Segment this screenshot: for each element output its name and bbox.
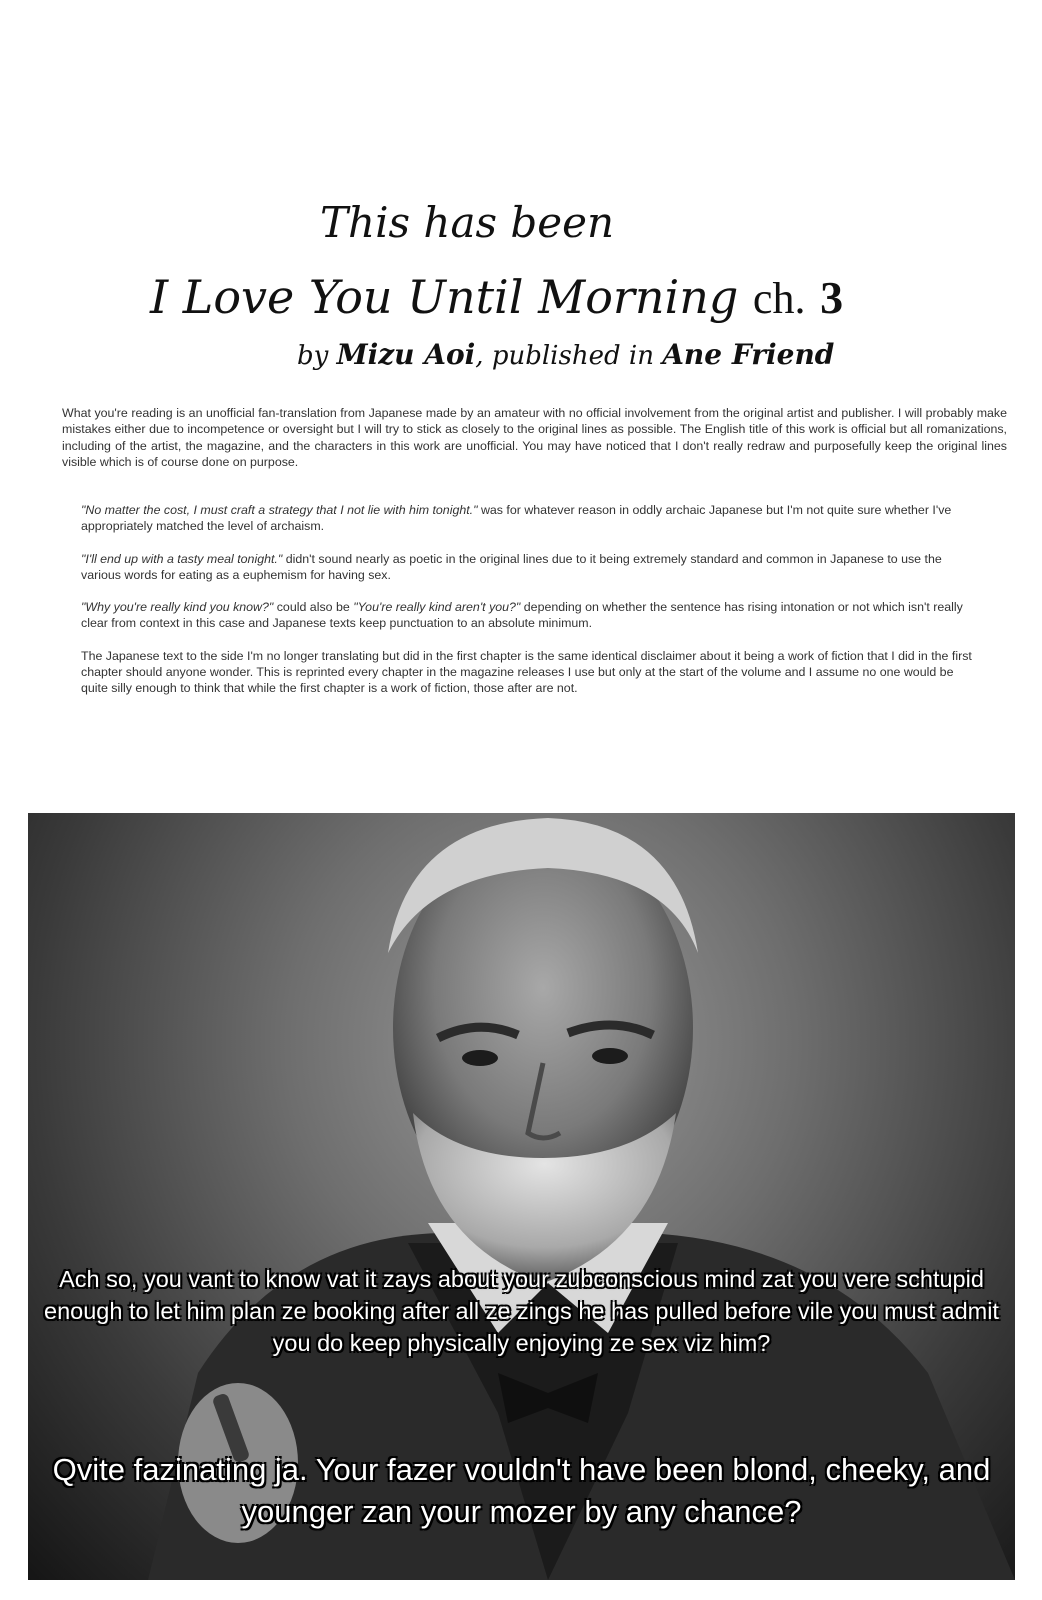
note-text: didn't sound nearly as poetic in the original lines due to it being extremely standard and common in Japanese to use the various words for eating as a euphemism for having sex. (81, 551, 942, 582)
meme-caption-bottom: Qvite fazinating ja. Your fazer vouldn't have been blond, cheeky, and younger zan your mozer by any chance? (52, 1452, 991, 1529)
translation-disclaimer: What you're reading is an unofficial fan-translation from Japanese made by an amateur with no official involvement from the original artist and publisher. I will probably make mistakes either due to incompetence or oversight but I will try to stick as closely to the original lines as possible. The English title of this work is official but all romanizations, including of the artist, the magazine, and the characters in this work are unofficial. You may have noticed that I don't really redraw and purposefully keep the original lines visible which is of course done on purpose. (62, 406, 1007, 469)
note-quote-alt: "You're really kind aren't you?" (353, 600, 521, 615)
meme-photo (28, 813, 1015, 1580)
chapter-prefix: ch. (752, 274, 806, 323)
note-quote: "No matter the cost, I must craft a strategy that I not lie with him tonight." (81, 503, 478, 517)
title-line-intro: This has been (320, 198, 615, 247)
note-quote: "Why you're really kind you know?" (81, 600, 274, 615)
title-line-work (150, 270, 843, 324)
note-text: The Japanese text to the side I'm no longer translating but did in the first chapter is the same identical disclaimer about it being a work of fiction that I did in the first chapter should anyone wonder. This is reprinted every chapter in the magazine releases I use but only at the start of the volume and I assume no one would be quite silly enough to think that while the first chapter is a work of fiction, those after are not. (81, 648, 972, 696)
by-label: by (297, 341, 329, 371)
chapter-number: 3 (820, 272, 844, 323)
meme-caption-top: Ach so, you vant to know vat it zays about your zubconscious mind zat you vere schtupid enough to let him plan ze booking after all ze zings he has pulled before vile you must admit you do keep physically enjoying ze sex viz him? (44, 1266, 999, 1356)
author-name: Mizu Aoi (336, 338, 476, 371)
work-title: I Love You Until Morning (150, 270, 739, 324)
note-3 (81, 599, 981, 632)
title-line-credits (297, 338, 834, 371)
note-text: depending on whether the sentence has rising intonation or not which isn't really clear from context in this case and Japanese texts keep punctuation to an absolute minimum. (81, 600, 963, 631)
magazine-name: Ane Friend (662, 338, 835, 371)
note-2 (81, 551, 981, 584)
note-text: was for whatever reason in oddly archaic Japanese but I'm not quite sure whether I've appropriately matched the level of archaism. (81, 503, 952, 534)
note-quote: "I'll end up with a tasty meal tonight." (81, 551, 283, 566)
note-1 (81, 502, 981, 535)
translator-notes (81, 502, 981, 713)
published-label: , published in (475, 341, 654, 371)
note-text: could also be (273, 600, 354, 615)
note-4 (81, 648, 981, 697)
